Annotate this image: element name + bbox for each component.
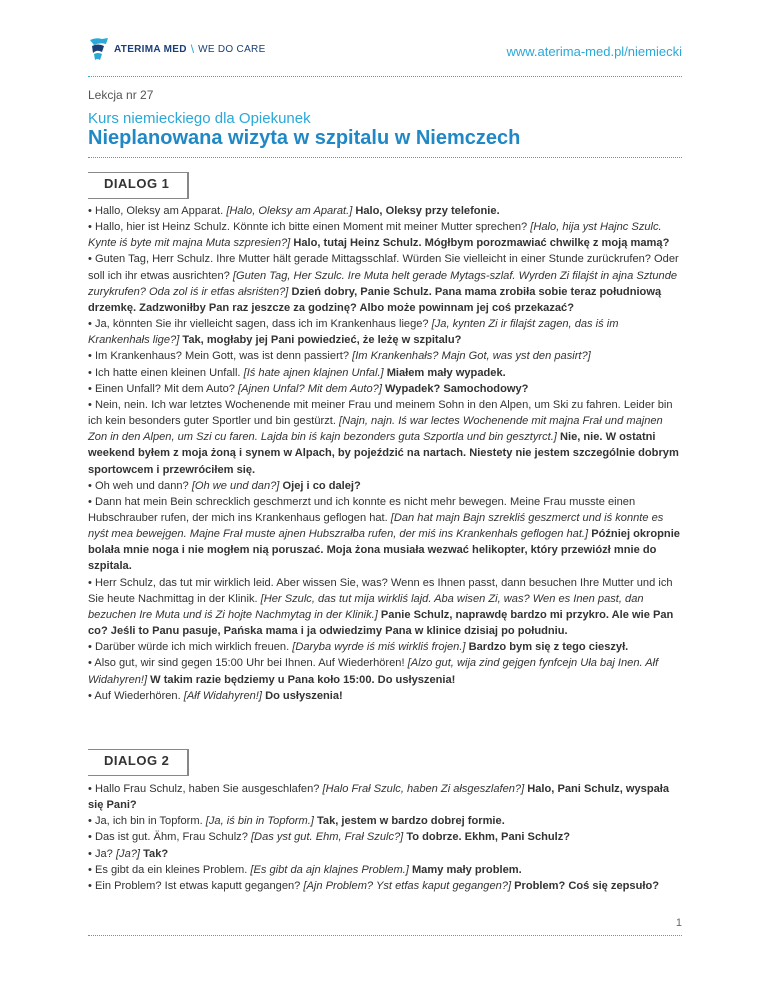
site-url-link[interactable]: www.aterima-med.pl/niemiecki <box>506 44 682 59</box>
polish-translation: Tak, mogłaby jej Pani powiedzieć, że leżę w szpitalu? <box>179 334 462 347</box>
dialog-2-text <box>88 781 682 894</box>
header-divider <box>88 76 682 77</box>
dialog-1-heading <box>88 172 189 199</box>
dialog-line <box>88 365 682 381</box>
lesson-number: Lekcja nr 27 <box>88 88 154 102</box>
dialog-line <box>88 846 682 862</box>
logo-separator: \ <box>190 42 195 56</box>
polish-translation: Halo, Pani Schulz, wyspała się Pani? <box>88 783 670 812</box>
polish-translation: Halo, Oleksy przy telefonie. <box>352 205 500 217</box>
german-text: • Oh weh und dann? <box>88 479 192 492</box>
polish-translation: To dobrze. Ekhm, Pani Schulz? <box>403 831 571 844</box>
german-text: • Ich hatte einen kleinen Unfall. <box>88 366 244 379</box>
pronunciation-text: [Halo, Oleksy am Aparat.] <box>226 205 353 217</box>
german-text: • Herr Schulz, das tut mir wirklich leid. Aber wissen Sie, was? Wenn es Ihnen passt, dann besuchen Ihre Mutter und ich Sie heute Nachmittag in der Klinik. <box>88 576 673 605</box>
polish-translation: Miałem mały wypadek. <box>383 366 506 379</box>
dialog-line <box>88 575 682 640</box>
dialog-line <box>88 397 682 478</box>
page-title: Nieplanowana wizyta w szpitalu w Niemczech <box>88 127 521 149</box>
dialog-1-label: DIALOG 1 <box>104 176 170 191</box>
aterima-med-logo[interactable] <box>88 34 266 64</box>
pronunciation-text: [Ja, iś bin in Topform.] <box>205 815 314 828</box>
pronunciation-text: [Dan hat majn Bajn szrekliś geszmerct und iś konnte es nyśt mea bewejgen. Majne Frał muste ajnen Hubszrałba rufen, der miś ins Krankenhałs geflogen hat.] <box>88 511 664 541</box>
polish-translation: Ojej i co dalej? <box>279 479 361 492</box>
pronunciation-text: [Daryba wyrde iś miś wirkliś frojen.] <box>292 641 466 654</box>
dialog-line <box>88 813 682 829</box>
pronunciation-text: [Halo Frał Szulc, haben Zi ałsgeszlafen?] <box>322 783 525 795</box>
german-text: • Auf Wiederhören. <box>88 689 184 702</box>
dialog-line <box>88 251 682 316</box>
pronunciation-text: [Ajnen Unfal? Mit dem Auto?] <box>238 382 382 395</box>
pronunciation-text: [Alzo gut, wija zind gejgen fynfcejn Uła baj Inen. Ałf Widahyren!] <box>88 657 659 686</box>
pronunciation-text: [Es gibt da ajn klajnes Problem.] <box>250 863 409 876</box>
pronunciation-text: [Iś hate ajnen klajnen Unfal.] <box>243 366 384 379</box>
german-text: • Das ist gut. Ähm, Frau Schulz? <box>88 831 251 844</box>
pronunciation-text: [Her Szulc, das tut mija wirkliś lajd. Aba wisen Zi, was? Wen es Inen past, dan bezuchen Ire Muta und iś Zi hojte Nachmytag in der Klinik.] <box>88 592 644 621</box>
german-text: • Es gibt da ein kleines Problem. <box>88 863 251 876</box>
german-text: • Dann hat mein Bein schrecklich geschmerzt und ich konnte es nicht mehr bewegen. Meine Frau musste einen Hubschrauber rufen, der mich ins Krankenhaus geflogen hat. <box>88 495 636 524</box>
german-text: • Nein, nein. Ich war letztes Wochenende mit meiner Frau und meinem Sohn in den Alpen, um Ski zu fahren. Leider bin ich kein besonders guter Sportler und bin gestürzt. <box>88 398 673 428</box>
german-text: • Darüber würde ich mich wirklich freuen. <box>88 641 293 654</box>
german-text: • Hallo Frau Schulz, haben Sie ausgeschlafen? <box>88 783 323 795</box>
polish-translation: Problem? Coś się zepsuło? <box>511 879 660 892</box>
polish-translation: Nie, nie. W ostatni weekend byłem z moja żoną i synem w Alpach, by pojeździć na nartach. Niestety nie jestem szczególnie dobrym sportowcem i przewróciłem się. <box>88 431 679 476</box>
dialog-line <box>88 219 682 251</box>
logo-wave-icon <box>88 36 110 62</box>
footer-divider <box>88 935 682 936</box>
dialog-2-heading <box>88 749 189 776</box>
dialog-line <box>88 381 682 397</box>
dialog-line <box>88 655 682 687</box>
polish-translation: Tak? <box>140 847 169 860</box>
polish-translation: Panie Schulz, naprawdę bardzo mi przykro. Ale wie Pan co? Jeśli to Panu pasuje, Pańska mama i ja odwiedzimy Pana w klinice dzisiaj po południu. <box>88 608 674 638</box>
polish-translation: Bardzo bym się z tego cieszył. <box>465 641 629 654</box>
polish-translation: W takim razie będziemy u Pana koło 15:00. Do usłyszenia! <box>147 673 456 686</box>
polish-translation: Wypadek? Samochodowy? <box>381 382 529 395</box>
german-text: • Hallo, hier ist Heinz Schulz. Könnte ich bitte einen Moment mit meiner Mutter sprechen? <box>88 221 531 234</box>
german-text: • Ja? <box>88 847 116 860</box>
german-text: • Guten Tag, Herr Schulz. Ihre Mutter hält gerade Mittagsschlaf. Würden Sie vielleicht in einer Stunde zurückrufen? Oder soll ich ihr etwas ausrichten? <box>88 253 679 282</box>
page-number: 1 <box>675 917 682 929</box>
polish-translation: Halo, tutaj Heinz Schulz. Mógłbym porozmawiać chwilkę z moją mamą? <box>290 237 670 250</box>
dialog-line <box>88 316 682 348</box>
pronunciation-text: [Ałf Widahyren!] <box>183 689 262 702</box>
pronunciation-text: [Oh we und dan?] <box>191 479 280 492</box>
german-text: • Ein Problem? Ist etwas kaputt gegangen? <box>88 879 304 892</box>
pronunciation-text: [Ajn Problem? Yst etfas kaput gegangen?] <box>303 879 512 892</box>
dialog-2-label: DIALOG 2 <box>104 753 170 768</box>
dialog-line <box>88 639 682 655</box>
polish-translation: Później okropnie bolała mnie noga i nie mogłem nią poruszać. Moja żona musiała wezwać helikopter, który przewiózł mnie do szpitala. <box>88 528 680 573</box>
polish-translation: Tak, jestem w bardzo dobrej formie. <box>313 815 505 828</box>
pronunciation-text: [Najn, najn. Iś war lectes Wochenende mit majna Frał und majnen Zon in den Alpen, um Szi cu faren. Lajda bin iś kajn bezonders guta Szportla und bin gesztyrct.] <box>88 415 663 444</box>
pronunciation-text: [Das yst gut. Ehm, Frał Szulc?] <box>250 831 404 844</box>
dialog-line <box>88 203 682 219</box>
german-text: • Im Krankenhaus? Mein Gott, was ist denn passiert? <box>88 350 353 363</box>
dialog-line <box>88 348 682 364</box>
course-title: Kurs niemieckiego dla Opiekunek <box>88 110 311 127</box>
german-text: • Ja, ich bin in Topform. <box>88 815 206 828</box>
pronunciation-text: [Guten Tag, Her Szulc. Ire Muta helt gerade Mytags-szlaf. Wyrden Zi filajśt in ajna Sztunde zurykrufen? Oda zol iś ir etfas ałsriśten?] <box>88 269 678 298</box>
dialog-line <box>88 781 682 813</box>
german-text: • Also gut, wir sind gegen 15:00 Uhr bei Ihnen. Auf Wiederhören! <box>88 657 408 670</box>
pronunciation-text: [Halo, hija yst Hajnc Szulc. Kynte iś byte mit majna Muta szpresien?] <box>88 221 662 250</box>
page-header <box>88 30 682 70</box>
german-text: • Ja, könnten Sie ihr vielleicht sagen, dass ich im Krankenhaus liege? <box>88 318 432 331</box>
pronunciation-text: [Ja?] <box>115 847 140 860</box>
dialog-line <box>88 862 682 878</box>
dialog-line <box>88 688 682 704</box>
dialog-line <box>88 878 682 894</box>
polish-translation: Mamy mały problem. <box>408 863 522 876</box>
polish-translation: Do usłyszenia! <box>261 689 343 702</box>
dialog-line <box>88 829 682 845</box>
dialog-1-text <box>88 203 682 704</box>
title-divider <box>88 157 682 158</box>
dialog-line <box>88 478 682 494</box>
logo-brand: ATERIMA MED <box>114 43 187 55</box>
polish-translation: Dzień dobry, Panie Schulz. Pana mama zrobiła sobie teraz południową drzemkę. Zadzwoniłby Pan raz jeszcze za godzinę? Albo może powinnam jej coś przekazać? <box>88 285 662 314</box>
dialog-line <box>88 494 682 575</box>
german-text: • Einen Unfall? Mit dem Auto? <box>88 382 239 395</box>
logo-tagline: WE DO CARE <box>198 43 266 55</box>
pronunciation-text: [Im Krankenhałs? Majn Got, was yst den pasirt?] <box>352 350 591 363</box>
german-text: • Hallo, Oleksy am Apparat. <box>88 205 227 217</box>
pronunciation-text: [Ja, kynten Zi ir filajśt zagen, das iś im Krankenhałs lige?] <box>88 318 619 347</box>
